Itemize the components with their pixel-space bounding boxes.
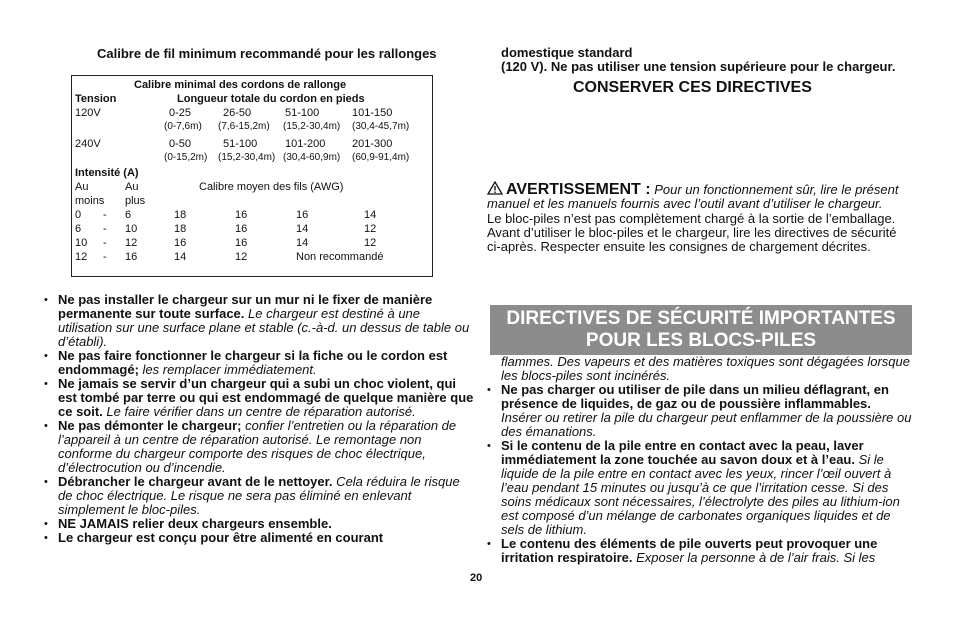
list-item [44,377,474,419]
table-cell: 51-100 [285,107,320,119]
charger-safety-list [44,293,474,545]
au-plus-label: plus [125,195,146,207]
battery-safety-list [487,383,912,565]
table-cell: (15,2-30,4m) [283,121,341,132]
table-cell: 14 [174,251,187,263]
table-cell: 16 [235,209,248,221]
item-bold: Si le contenu de la pile entre en contact avec la peau, laver immédiatement la zone touchée au savon doux et à l’eau. [501,438,864,467]
item-bold: Le chargeur est conçu pour être alimenté en courant [58,530,384,545]
continued-line-2: (120 V). Ne pas utiliser une tension supérieure pour le chargeur. [501,59,896,74]
extension-cord-table [71,75,433,277]
item-italic: Le chargeur est destiné à une utilisation sur une surface plane et stable (c.-à-d. un dessus de table ou d’établi). [58,306,470,349]
intensity-header: Intensité (A) [75,167,139,179]
amp-dash: - [103,223,107,235]
table-cell: 12 [235,251,248,263]
table-cell: 16 [296,209,309,221]
tension-header: Tension [75,93,117,105]
table-cell: 101-200 [285,138,326,150]
table-cell: (30,4-60,9m) [283,152,341,163]
banner-line-2: POUR LES BLOCS-PILES [585,330,817,351]
table-cell: 16 [174,237,187,249]
amp-to: 10 [125,223,138,235]
item-italic: Insérer ou retirer la pile du chargeur peut enflammer de la poussière ou des émanations. [501,410,912,439]
item-italic: confier l’entretien ou la réparation de l’appareil à un centre de réparation autorisé. Le remontage non conforme du chargeur comporte des risques de choc électrique, d’électrocution ou d’incendie. [58,418,457,475]
table-cell: 26-50 [223,107,252,119]
list-item [44,293,474,349]
table-cell: 12 [364,237,377,249]
item-bold: Le contenu des éléments de pile ouverts peut provoquer une irritation respiratoire. [501,536,878,565]
amp-from: 0 [75,209,82,221]
voltage-240: 240V [75,138,101,150]
au-moins-label: Au [75,181,89,193]
item-bold: Ne pas installer le chargeur sur un mur ni le fixer de manière permanente sur toute surface. [58,292,433,321]
item-bold: Débrancher le chargeur avant de le nettoyer. [58,474,333,489]
au-plus-label: Au [125,181,139,193]
table-cell: 12 [364,223,377,235]
amp-to: 6 [125,209,132,221]
table-cell: 16 [235,223,248,235]
item-bold: NE JAMAIS relier deux chargeurs ensemble. [58,516,332,531]
amp-from: 12 [75,251,88,263]
list-item [487,439,912,537]
table-cell: 16 [235,237,248,249]
battery-safety-banner [490,305,912,355]
table-cell: 18 [174,209,187,221]
item-bold: Ne pas démonter le chargeur; [58,418,242,433]
amp-dash: - [103,209,107,221]
table-cell: 14 [364,209,377,221]
amp-to: 16 [125,251,138,263]
warning-label: AVERTISSEMENT : [506,181,651,198]
amp-from: 10 [75,237,88,249]
item-italic: Cela réduira le risque de choc électrique. Le risque ne sera pas éliminé en enlevant simplement le bloc-piles. [58,474,460,517]
table-cell: (15,2-30,4m) [218,152,276,163]
awg-header: Calibre moyen des fils (AWG) [199,181,344,193]
table-cell: (0-15,2m) [164,152,208,163]
warning-block [487,181,912,254]
table-cell: 0-50 [169,138,192,150]
banner-line-1: DIRECTIVES DE SÉCURITÉ IMPORTANTES [506,308,896,329]
table-cell: 101-150 [352,107,393,119]
amp-dash: - [103,251,107,263]
item-italic: les remplacer immédiatement. [138,362,317,377]
table-cell: Non recommandé [296,251,384,263]
list-item [44,517,474,531]
list-item [487,537,912,565]
warning-triangle-icon [487,181,503,195]
amp-from: 6 [75,223,82,235]
list-item [44,531,474,545]
table-cell: 18 [174,223,187,235]
amp-dash: - [103,237,107,249]
table-cell: (30,4-45,7m) [352,121,410,132]
continued-italic: flammes. Des vapeurs et des matières toxiques sont dégagées lorsque les blocs-piles sont incinérés. [501,354,910,383]
item-italic: Exposer la personne à de l’air frais. Si les [632,550,876,565]
table-cell: (0-7,6m) [164,121,202,132]
list-item [44,349,474,377]
amp-to: 12 [125,237,138,249]
list-item [44,419,474,475]
au-moins-label: moins [75,195,105,207]
warning-italic: Pour un fonctionnement sûr, lire le présent manuel et les manuels fournis avec l’outil avant d’utiliser le chargeur. [487,182,899,211]
item-italic: Si le liquide de la pile entre en contact avec les yeux, rincer l’œil ouvert à l’eau pendant 15 minutes ou jusqu’à ce que l’irritation cesse. Si des soins médicaux sont nécessaires, l’électrolyte des piles au lithium-ion est composé d’un mélange de carbonates organiques liquides et de sels de lithium. [501,452,900,537]
table-cell: 51-100 [223,138,258,150]
table-cell: 14 [296,237,309,249]
continued-text [501,46,895,74]
continued-line-1: domestique standard [501,45,633,60]
save-instructions-heading: CONSERVER CES DIRECTIVES [573,79,812,96]
table-title: Calibre minimal des cordons de rallonge [134,79,347,91]
item-bold: Ne pas charger ou utiliser de pile dans un milieu déflagrant, en présence de liquides, de gaz ou de poussière inflammables. [501,382,889,411]
table-cell: 201-300 [352,138,393,150]
extension-cord-heading: Calibre de fil minimum recommandé pour les rallonges [97,46,437,61]
table-cell: 14 [296,223,309,235]
table-cell: 0-25 [169,107,192,119]
page-number: 20 [470,572,483,584]
length-header: Longueur totale du cordon en pieds [177,93,365,105]
item-bold: Ne pas faire fonctionner le chargeur si la fiche ou le cordon est endommagé; [58,348,448,377]
warning-paragraph [487,181,912,211]
item-italic: Le faire vérifier dans un centre de réparation autorisé. [102,404,416,419]
item-bold: Ne jamais se servir d’un chargeur qui a subi un choc violent, qui est tombé par terre ou qui est endommagé de quelque manière que ce soit. [58,376,474,419]
warning-body: Le bloc-piles n’est pas complètement chargé à la sortie de l’emballage. Avant d’utiliser le bloc-piles et le chargeur, lire les directives de sécurité ci-après. Respecter ensuite les consignes de chargement décrites. [487,211,897,254]
table-cell: (60,9-91,4m) [352,152,410,163]
voltage-120: 120V [75,107,101,119]
list-item [487,383,912,439]
list-item [44,475,474,517]
table-cell: (7,6-15,2m) [218,121,270,132]
